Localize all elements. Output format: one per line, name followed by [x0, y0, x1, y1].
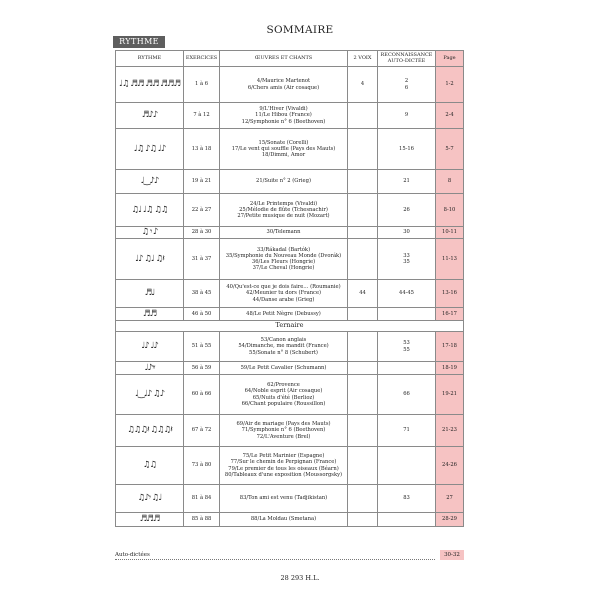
- works-cell: [220, 280, 348, 308]
- works-cell: [220, 194, 348, 227]
- works-cell: [220, 447, 348, 485]
- exercices-cell: 73 à 80: [184, 447, 220, 485]
- works-cell: [220, 362, 348, 375]
- reconnaissance-cell: [378, 170, 436, 194]
- exercices-cell: 81 à 84: [184, 485, 220, 513]
- work-title: 4/Maurice Martenot: [256, 78, 311, 85]
- deux-voix-cell: [348, 513, 378, 527]
- deux-voix-cell: [348, 239, 378, 280]
- reconnaissance-value: 66: [403, 391, 410, 398]
- page-cell: 27: [436, 485, 464, 513]
- reconnaissance-cell: [378, 129, 436, 170]
- work-title: 17/Le vent qui souffle (Pays des Mauts): [231, 145, 336, 152]
- work-title: 59/Le Petit Cavalier (Schumann): [240, 364, 327, 371]
- table-row: [116, 513, 464, 527]
- work-title: 69/Air de mariage (Pays des Mauts): [236, 421, 331, 428]
- work-title: 15/Sonate (Corelli): [258, 139, 309, 146]
- rhythm-notation: ♩♪𝄾𝄾: [116, 362, 184, 375]
- work-title: 54/Dimanche, me mandit (France): [238, 343, 329, 350]
- reconnaissance-value: 71: [403, 427, 410, 434]
- header-deux-voix: 2 VOIX: [348, 51, 378, 67]
- works-cell: [220, 513, 348, 527]
- ternaire-label: Ternaire: [116, 321, 464, 332]
- work-title: 27/Petite musique de nuit (Mozart): [237, 213, 330, 220]
- work-title: 55/Sonate n° 8 (Schubert): [249, 349, 318, 356]
- reconnaissance-value: 35: [403, 259, 410, 265]
- page-cell: 11-13: [436, 239, 464, 280]
- rhythm-notation: ♬♬♬: [116, 513, 184, 527]
- exercices-cell: 28 à 30: [184, 227, 220, 239]
- works-cell: [220, 415, 348, 447]
- table-row: [116, 67, 464, 103]
- table-row: [116, 170, 464, 194]
- work-title: 62/Provence: [267, 382, 300, 389]
- deux-voix-cell: [348, 227, 378, 239]
- exercices-cell: 38 à 45: [184, 280, 220, 308]
- page-cell: 5-7: [436, 129, 464, 170]
- exercices-cell: 46 à 50: [184, 308, 220, 321]
- page-cell: 2-4: [436, 103, 464, 129]
- works-cell: [220, 170, 348, 194]
- deux-voix-cell: 44: [348, 280, 378, 308]
- deux-voix-cell: [348, 308, 378, 321]
- rhythm-notation: ♩♪ ♫♩ ♫𝄽: [116, 239, 184, 280]
- rhythm-notation: ♬♩: [116, 280, 184, 308]
- exercices-cell: 19 à 21: [184, 170, 220, 194]
- rhythm-notation: ♬♪♪: [116, 103, 184, 129]
- exercices-cell: 51 à 55: [184, 332, 220, 362]
- header-exercices: EXERCICES: [184, 51, 220, 67]
- table-row: [116, 194, 464, 227]
- works-cell: [220, 332, 348, 362]
- work-title: 72/L'Aventure (Brel): [256, 433, 311, 440]
- header-reconnaissance: RECONNAISSANCE AUTO-DICTÉE: [378, 51, 436, 67]
- table-row: [116, 280, 464, 308]
- reconnaissance-cell: [378, 375, 436, 415]
- page-cell: 21-23: [436, 415, 464, 447]
- deux-voix-cell: [348, 170, 378, 194]
- rhythm-notation: ♩♪ ♩♪: [116, 332, 184, 362]
- reconnaissance-cell: [378, 227, 436, 239]
- work-title: 11/Le Hibou (France): [255, 112, 312, 119]
- works-cell: [220, 227, 348, 239]
- deux-voix-cell: [348, 129, 378, 170]
- reconnaissance-value: 26: [403, 206, 410, 213]
- rhythm-notation: ♩♫ ♪♫ ♩♪: [116, 129, 184, 170]
- reconnaissance-cell: [378, 67, 436, 103]
- work-title: 30/Telemann: [266, 229, 301, 236]
- works-cell: [220, 103, 348, 129]
- auto-dictees-page: 30-32: [440, 550, 464, 560]
- works-cell: [220, 129, 348, 170]
- table-body: [116, 67, 464, 527]
- work-title: 83/Ton ami est venu (Tadjikistan): [239, 495, 328, 502]
- work-title: 21/Suite n° 2 (Grieg): [256, 178, 311, 185]
- page-cell: 17-18: [436, 332, 464, 362]
- header-page: Page: [436, 51, 464, 67]
- contents-table: [115, 50, 464, 527]
- table-row: [116, 485, 464, 513]
- work-title: 48/Le Petit Nègre (Debussy): [246, 310, 321, 317]
- deux-voix-cell: [348, 194, 378, 227]
- exercices-cell: 85 à 88: [184, 513, 220, 527]
- page-cell: 24-26: [436, 447, 464, 485]
- work-title: 64/Noble esprit (Air cosaque): [244, 388, 323, 395]
- work-title: 88/La Moldau (Smetana): [250, 516, 317, 523]
- catalog-number: 28 293 H.L.: [280, 574, 320, 582]
- work-title: 44/Danse arabe (Grieg): [252, 296, 315, 303]
- page-cell: 13-16: [436, 280, 464, 308]
- reconnaissance-value: 55: [403, 346, 410, 353]
- page-cell: 28-29: [436, 513, 464, 527]
- rhythm-notation: ♩♫ ♬♬ ♬♬ ♬♬♬: [116, 67, 184, 103]
- deux-voix-cell: [348, 375, 378, 415]
- page-cell: 10-11: [436, 227, 464, 239]
- reconnaissance-value: 30: [403, 229, 410, 236]
- work-title: 18/Dimmi, Amor: [261, 152, 306, 159]
- work-title: 6/Chers amis (Air cosaque): [247, 84, 320, 91]
- work-title: 75/Le Petit Marinier (Espagne): [242, 453, 325, 460]
- work-title: 37/Le Cheval (Hongrie): [252, 265, 315, 272]
- header-oeuvres: ŒUVRES ET CHANTS: [220, 51, 348, 67]
- rhythm-notation: ♫♫♫𝄽 ♫♫♫𝄽: [116, 415, 184, 447]
- page-cell: 8-10: [436, 194, 464, 227]
- rhythm-notation: ♬♬: [116, 308, 184, 321]
- table-row: [116, 227, 464, 239]
- work-title: 36/Les Fleurs (Hongrie): [251, 259, 316, 265]
- table-row: [116, 103, 464, 129]
- work-title: 80/Tableaux d'une exposition (Moussorgsky): [224, 471, 343, 478]
- auto-dictees-row: [115, 552, 435, 560]
- page-cell: 18-19: [436, 362, 464, 375]
- rhythm-notation: ♫♪𝄾 ♫♩: [116, 485, 184, 513]
- work-title: 33/Rákadal (Bartók): [256, 246, 311, 253]
- rhythm-notation: ♫♩ ♩♫ ♫♫: [116, 194, 184, 227]
- reconnaissance-cell: [378, 447, 436, 485]
- exercices-cell: 7 à 12: [184, 103, 220, 129]
- exercices-cell: 22 à 27: [184, 194, 220, 227]
- reconnaissance-value: 21: [403, 178, 410, 185]
- reconnaissance-cell: [378, 239, 436, 280]
- reconnaissance-value: 15-16: [399, 145, 414, 152]
- work-title: 42/Meunier tu dors (France): [245, 290, 322, 297]
- table-row: [116, 375, 464, 415]
- work-title: 24/Le Printemps (Vivaldi): [249, 200, 318, 207]
- auto-dictees-label: Auto-dictées: [115, 552, 150, 558]
- rhythm-notation: ♩‿♪♪: [116, 170, 184, 194]
- reconnaissance-value: 2: [404, 78, 409, 85]
- work-title: 40/Qu'est-ce que je dois faire… (Roumanie): [226, 284, 341, 291]
- exercices-cell: 56 à 59: [184, 362, 220, 375]
- reconnaissance-value: 9: [404, 112, 409, 119]
- exercices-cell: 13 à 18: [184, 129, 220, 170]
- exercices-cell: 31 à 37: [184, 239, 220, 280]
- reconnaissance-value: 33: [403, 252, 410, 259]
- table-row: [116, 308, 464, 321]
- works-cell: [220, 375, 348, 415]
- works-cell: [220, 485, 348, 513]
- reconnaissance-cell: [378, 103, 436, 129]
- work-title: 35/Symphonie du Nouveau Monde (Dvorák): [225, 252, 342, 259]
- page-cell: 16-17: [436, 308, 464, 321]
- work-title: 12/Symphonie n° 6 (Beethoven): [241, 118, 326, 125]
- reconnaissance-cell: [378, 485, 436, 513]
- works-cell: [220, 239, 348, 280]
- section-tab-rythme: RYTHME: [113, 36, 165, 48]
- work-title: 79/Le premier de tous les oiseaux (Béarn): [228, 465, 339, 472]
- work-title: 53/Canon anglais: [260, 337, 307, 344]
- deux-voix-cell: [348, 415, 378, 447]
- table-row: [116, 415, 464, 447]
- deux-voix-cell: [348, 447, 378, 485]
- deux-voix-cell: [348, 485, 378, 513]
- exercices-cell: 60 à 66: [184, 375, 220, 415]
- reconnaissance-value: 83: [403, 495, 410, 502]
- page-cell: 1-2: [436, 67, 464, 103]
- work-title: 65/Nuits d'été (Berlioz): [252, 394, 315, 401]
- deux-voix-cell: [348, 362, 378, 375]
- table-row: [116, 362, 464, 375]
- table-row: [116, 332, 464, 362]
- reconnaissance-value: 44-45: [399, 290, 414, 297]
- reconnaissance-cell: [378, 194, 436, 227]
- page-cell: 19-21: [436, 375, 464, 415]
- works-cell: [220, 67, 348, 103]
- table-row: [116, 239, 464, 280]
- deux-voix-cell: [348, 332, 378, 362]
- ternaire-section-row: [116, 321, 464, 332]
- reconnaissance-value: 53: [403, 340, 410, 347]
- reconnaissance-cell: [378, 415, 436, 447]
- header-rythme: RYTHME: [116, 51, 184, 67]
- exercices-cell: 1 à 6: [184, 67, 220, 103]
- deux-voix-cell: 4: [348, 67, 378, 103]
- work-title: 66/Chant populaire (Roussillon): [241, 400, 326, 407]
- table-header-row: [116, 51, 464, 67]
- reconnaissance-cell: [378, 362, 436, 375]
- reconnaissance-cell: [378, 308, 436, 321]
- work-title: 77/Sur le chemin de Perpignan (France): [230, 459, 337, 466]
- reconnaissance-value: 6: [404, 84, 409, 91]
- works-cell: [220, 308, 348, 321]
- table-row: [116, 447, 464, 485]
- reconnaissance-cell: [378, 513, 436, 527]
- work-title: 71/Symphonie n° 6 (Beethoven): [241, 427, 326, 434]
- table-row: [116, 129, 464, 170]
- deux-voix-cell: [348, 103, 378, 129]
- work-title: 9/L'Hiver (Vivaldi): [259, 106, 308, 113]
- rhythm-notation: ♫♫: [116, 447, 184, 485]
- work-title: 25/Mélodie de flûte (Tchesnachir): [239, 206, 328, 213]
- rhythm-notation: ♫ 𝄾 ♪: [116, 227, 184, 239]
- page-title: SOMMAIRE: [266, 24, 334, 36]
- page-cell: 8: [436, 170, 464, 194]
- exercices-cell: 67 à 72: [184, 415, 220, 447]
- rhythm-notation: ♩‿♩♪ ♫♪: [116, 375, 184, 415]
- reconnaissance-cell: [378, 332, 436, 362]
- reconnaissance-cell: [378, 280, 436, 308]
